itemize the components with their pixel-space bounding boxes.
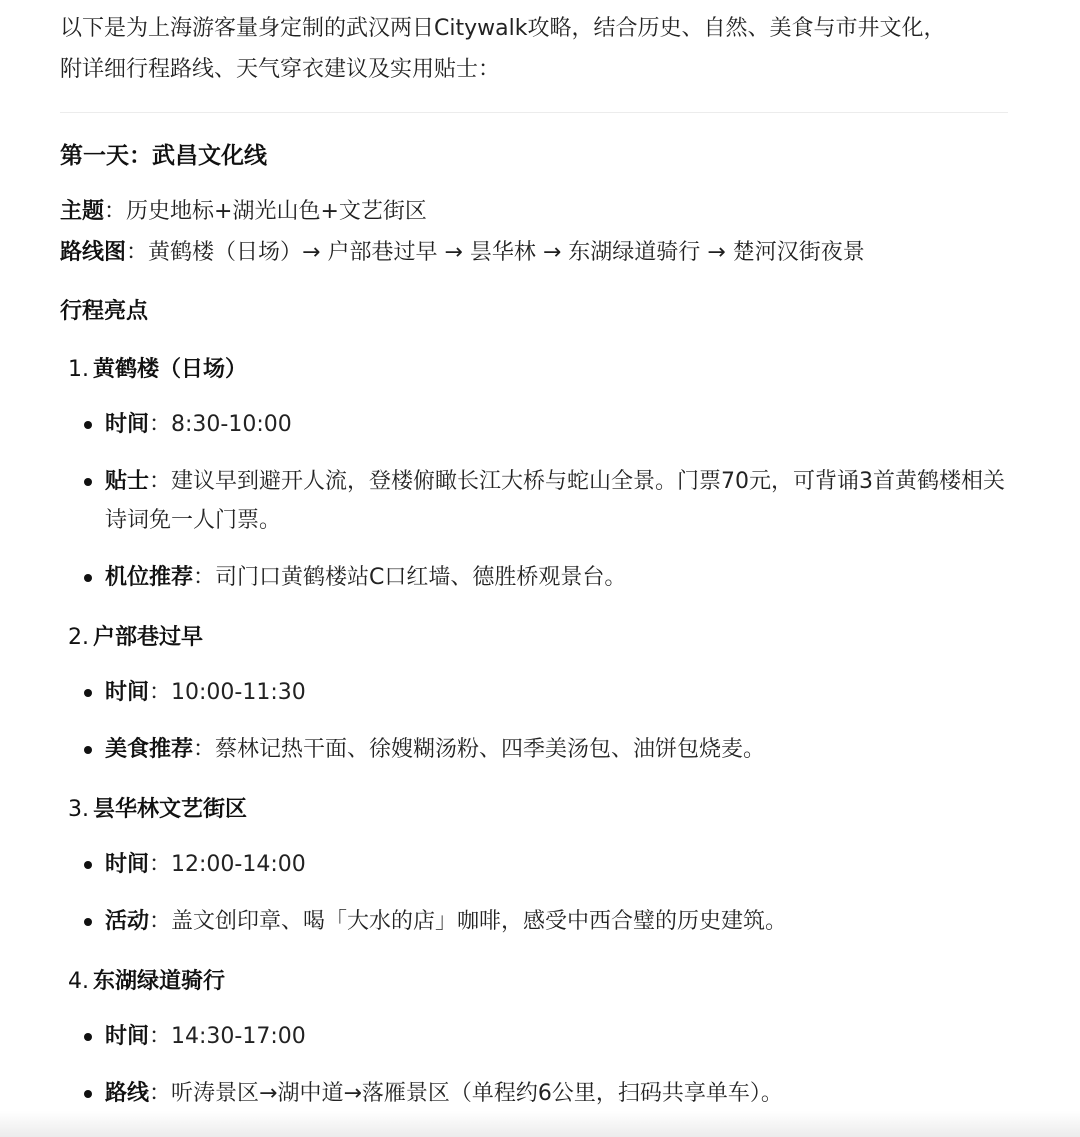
bullet-value: ：8:30-10:00 (149, 412, 292, 437)
bullet-key: 路线 (105, 1081, 150, 1106)
bullet-key: 贴士 (105, 469, 150, 494)
route-value: ：黄鹤楼（日场）→ 户部巷过早 → 昙华林 → 东湖绿道骑行 → 楚河汉街夜景 (126, 240, 865, 265)
bullet-dot-icon (84, 1033, 92, 1041)
bullet-value: ：12:00-14:00 (149, 852, 306, 877)
itinerary-item-1-title (68, 353, 1020, 387)
itinerary-item-2-title (68, 621, 1020, 655)
article-content (60, 8, 1020, 1113)
bullet-item (60, 405, 1008, 444)
bullet-dot-icon (84, 689, 92, 697)
bullet-item (60, 902, 1008, 941)
bullet-item (60, 673, 1008, 712)
bullet-key: 时间 (105, 412, 150, 437)
route-key: 路线图 (60, 240, 127, 265)
bullet-item (60, 1074, 1008, 1113)
theme-value: ：历史地标+湖光山色+文艺街区 (104, 199, 427, 224)
itinerary-item-2-bullets (60, 673, 1020, 769)
itinerary-item-3-bullets (60, 845, 1020, 941)
bullet-dot-icon (84, 574, 92, 582)
bottom-scroll-fade (0, 1111, 1080, 1137)
bullet-dot-icon (84, 421, 92, 429)
item-title: 昙华林文艺街区 (93, 797, 248, 822)
intro-line-2: 附详细行程路线、天气穿衣建议及实用贴士： (60, 57, 501, 82)
itinerary-item-4-title (68, 965, 1020, 999)
item-number: 3. (68, 797, 89, 822)
item-number: 4. (68, 969, 89, 994)
bullet-dot-icon (84, 478, 92, 486)
bullet-item (60, 558, 1008, 597)
day1-meta (60, 191, 1020, 273)
section-divider (60, 112, 1008, 113)
itinerary-item-1-bullets (60, 405, 1020, 597)
bullet-dot-icon (84, 746, 92, 754)
bullet-dot-icon (84, 861, 92, 869)
bullet-value: ：司门口黄鹤楼站C口红墙、德胜桥观景台。 (193, 565, 627, 590)
item-title: 户部巷过早 (93, 625, 204, 650)
day1-title: 第一天：武昌文化线 (60, 143, 267, 169)
highlights-title: 行程亮点 (60, 299, 149, 324)
bullet-item (60, 1017, 1008, 1056)
bullet-key: 时间 (105, 680, 150, 705)
itinerary-item-3-title (68, 793, 1020, 827)
bullet-key: 时间 (105, 1024, 150, 1049)
bullet-dot-icon (84, 1090, 92, 1098)
bullet-value: ：14:30-17:00 (149, 1024, 306, 1049)
bullet-dot-icon (84, 918, 92, 926)
route-line (60, 232, 1020, 273)
bullet-item (60, 730, 1008, 769)
theme-line (60, 191, 1020, 232)
item-title: 东湖绿道骑行 (93, 969, 226, 994)
intro-paragraph (60, 8, 1020, 90)
bullet-key: 机位推荐 (105, 565, 194, 590)
bullet-value: ：盖文创印章、喝「大水的店」咖啡，感受中西合璧的历史建筑。 (149, 909, 788, 934)
bullet-key: 活动 (105, 909, 150, 934)
bullet-item (60, 462, 1008, 540)
bullet-key: 美食推荐 (105, 737, 194, 762)
intro-line-1: 以下是为上海游客量身定制的武汉两日Citywalk攻略，结合历史、自然、美食与市井文化， (60, 16, 946, 41)
bullet-value: ：蔡林记热干面、徐嫂糊汤粉、四季美汤包、油饼包烧麦。 (193, 737, 766, 762)
bullet-value: ：建议早到避开人流，登楼俯瞰长江大桥与蛇山全景。门票70元，可背诵3首黄鹤楼相关诗词免一人门票。 (105, 469, 1006, 533)
bullet-value: ：听涛景区→湖中道→落雁景区（单程约6公里，扫码共享单车）。 (149, 1081, 783, 1106)
item-number: 1. (68, 357, 89, 382)
bullet-key: 时间 (105, 852, 150, 877)
item-number: 2. (68, 625, 89, 650)
theme-key: 主题 (60, 199, 105, 224)
item-title: 黄鹤楼（日场） (93, 357, 248, 382)
itinerary-item-4-bullets (60, 1017, 1020, 1113)
bullet-value: ：10:00-11:30 (149, 680, 306, 705)
bullet-item (60, 845, 1008, 884)
